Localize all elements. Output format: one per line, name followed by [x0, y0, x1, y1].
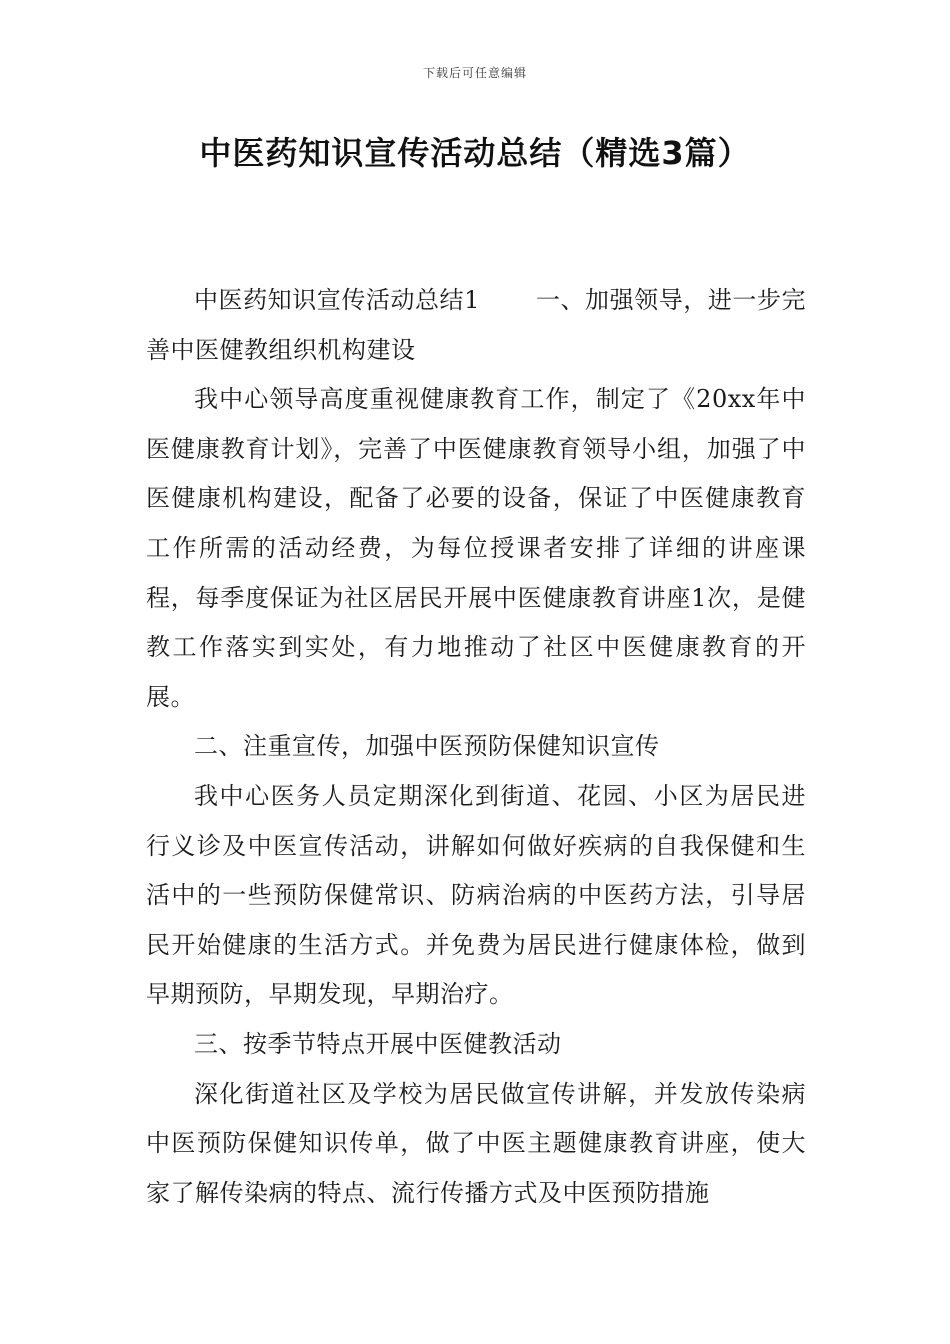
intro-heading: 中医药知识宣传活动总结1 — [194, 286, 480, 314]
paragraph-3: 深化街道社区及学校为居民做宣传讲解，并发放传染病中医预防保健知识传单，做了中医主题健康教育讲座，使大家了解传染病的特点、流行传播方式及中医预防措施 — [146, 1079, 806, 1207]
document-body — [146, 276, 806, 1218]
document-title: 中医药知识宣传活动总结（精选3篇） — [199, 134, 751, 172]
section1-heading: 一、加强领导，进一步完善中医健教组织机构建设 — [146, 286, 806, 364]
section2-heading: 二、注重宣传，加强中医预防保健知识宣传 — [194, 732, 660, 761]
section3-heading: 三、按季节特点开展中医健教活动 — [194, 1029, 562, 1058]
paragraph-2: 我中心医务人员定期深化到街道、花园、小区为居民进行义诊及中医宣传活动，讲解如何做好疾病的自我保健和生活中的一些预防保健常识、防病治病的中医药方法，引导居民开始健康的生活方式。并免费为居民进行健康体检，做到早期预防，早期发现，早期治疗。 — [146, 781, 806, 1009]
intro-paragraph — [146, 276, 806, 375]
header-note: 下载后可任意编辑 — [422, 66, 527, 80]
paragraph-1: 我中心领导高度重视健康教育工作，制定了《20xx年中医健康教育计划》，完善了中医健康教育领导小组，加强了中医健康机构建设，配备了必要的设备，保证了中医健康教育工作所需的活动经费，为每位授课者安排了详细的讲座课程，每季度保证为社区居民开展中医健康教育讲座1次，是健教工作落实到实处，有力地推动了社区中医健康教育的开展。 — [146, 385, 806, 711]
